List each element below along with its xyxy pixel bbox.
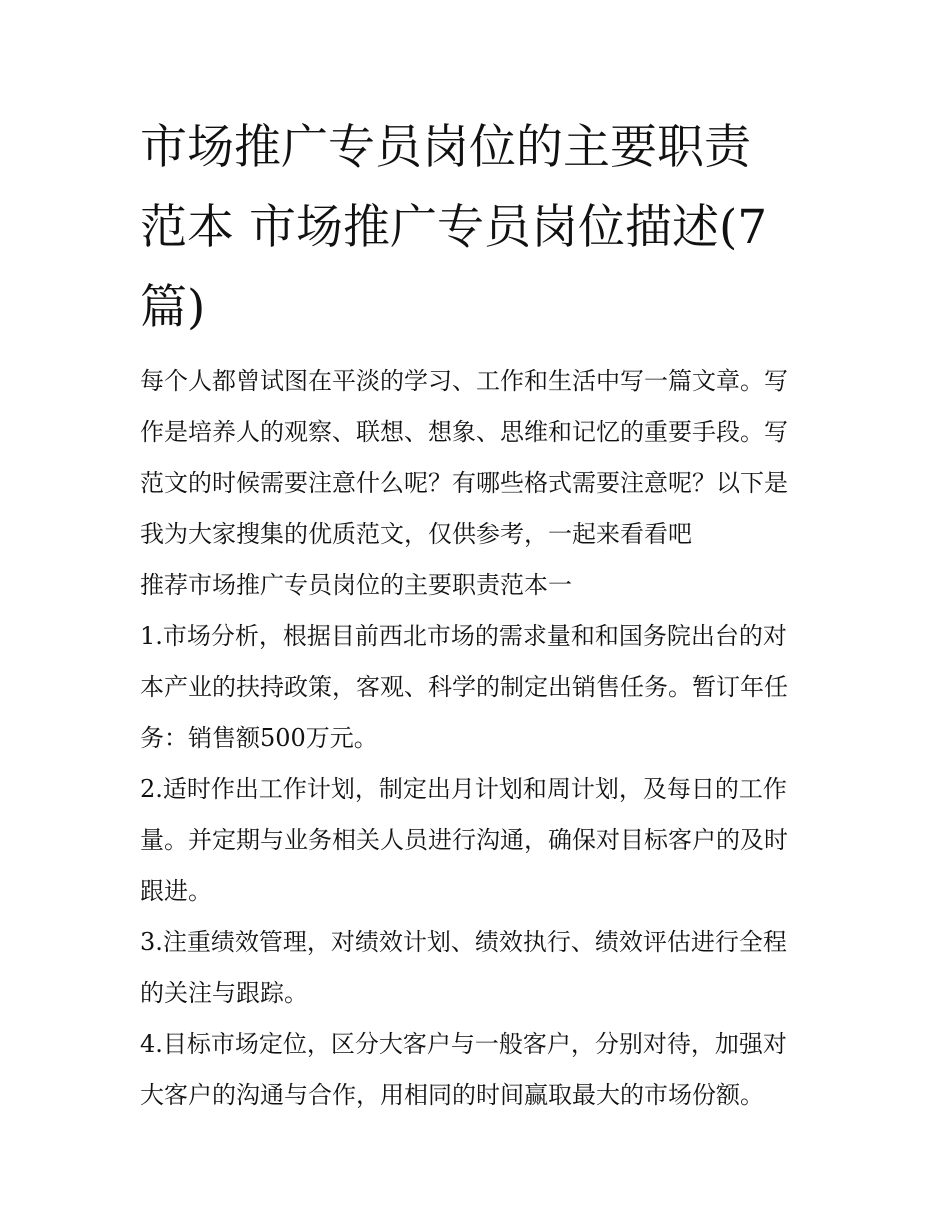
intro-paragraph: [140, 356, 820, 560]
duty-item-1: [140, 611, 820, 764]
text-line: 每个人都曾试图在平淡的学习、工作和生活中写一篇文章。写: [140, 367, 788, 395]
text-line: 3.注重绩效管理，对绩效计划、绩效执行、绩效评估进行全程: [140, 928, 787, 956]
text-line: 大客户的沟通与合作，用相同的时间赢取最大的市场份额。: [140, 1081, 764, 1109]
text-line: 我为大家搜集的优质范文，仅供参考，一起来看看吧: [140, 520, 692, 548]
duty-item-2: [140, 764, 820, 917]
title-line: 范本 市场推广专员岗位描述(7: [140, 200, 768, 255]
duty-item-4: [140, 1019, 820, 1121]
text-line: 跟进。: [140, 877, 212, 905]
text-line: 1.市场分析，根据目前西北市场的需求量和和国务院出台的对: [140, 622, 787, 650]
document-title: [140, 108, 820, 348]
text-line: 本产业的扶持政策，客观、科学的制定出销售任务。暂订年任: [140, 673, 788, 701]
duty-item-3: [140, 917, 820, 1019]
title-line: 市场推广专员岗位的主要职责: [140, 120, 751, 175]
document-body: [140, 356, 820, 1121]
text-line: 的关注与跟踪。: [140, 979, 308, 1007]
text-line: 作是培养人的观察、联想、想象、思维和记忆的重要手段。写: [140, 418, 788, 446]
text-line: 4.目标市场定位，区分大客户与一般客户，分别对待，加强对: [140, 1030, 787, 1058]
text-line: 范文的时候需要注意什么呢？有哪些格式需要注意呢？以下是: [140, 469, 788, 497]
text-line: 2.适时作出工作计划，制定出月计划和周计划，及每日的工作: [140, 775, 787, 803]
text-line: 量。并定期与业务相关人员进行沟通，确保对目标客户的及时: [140, 826, 788, 854]
section-heading: 推荐市场推广专员岗位的主要职责范本一: [140, 571, 572, 599]
text-line: 务：销售额500万元。: [140, 724, 378, 752]
title-line: 篇): [140, 280, 206, 335]
